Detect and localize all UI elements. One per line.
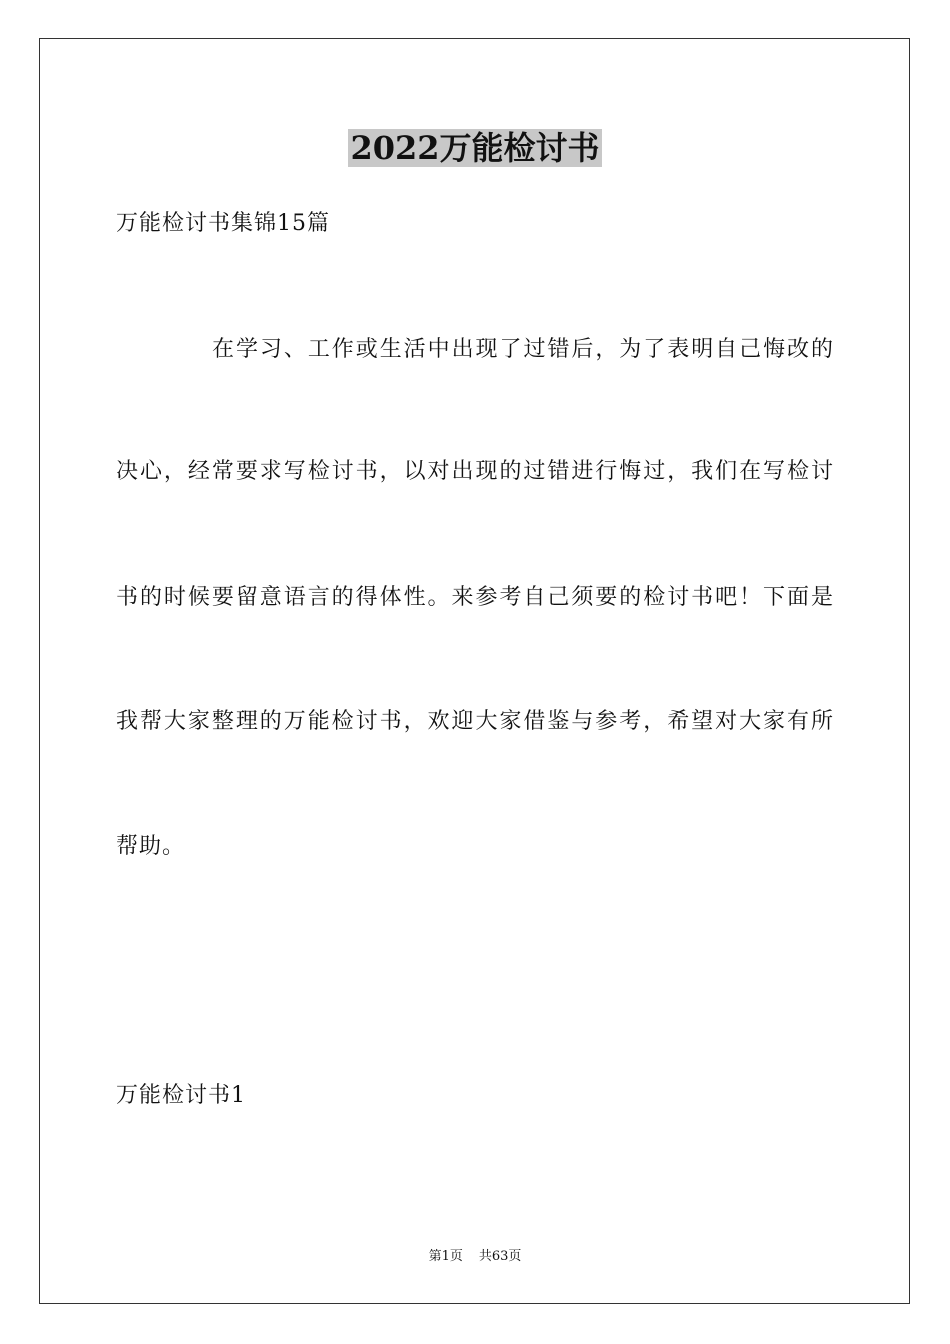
page-footer	[0, 1248, 950, 1266]
paragraph-line: 决心，经常要求写检讨书，以对出现的过错进行悔过，我们在写检讨	[116, 459, 833, 484]
document-title-text: 2022万能检讨书	[350, 129, 600, 167]
paragraph-line: 帮助。	[116, 834, 186, 859]
document-title	[0, 126, 950, 170]
paragraph-line: 我帮大家整理的万能检讨书，欢迎大家借鉴与参考，希望对大家有所	[116, 709, 833, 734]
paragraph-line: 在学习、工作或生活中出现了过错后，为了表明自己悔改的	[212, 337, 833, 362]
page-number: 第1页	[428, 1249, 463, 1264]
section-heading: 万能检讨书1	[116, 1083, 246, 1108]
page-total: 共63页	[478, 1249, 522, 1264]
paragraph-line: 书的时候要留意语言的得体性。来参考自己须要的检讨书吧！下面是	[116, 585, 833, 610]
document-subtitle: 万能检讨书集锦15篇	[116, 211, 330, 236]
